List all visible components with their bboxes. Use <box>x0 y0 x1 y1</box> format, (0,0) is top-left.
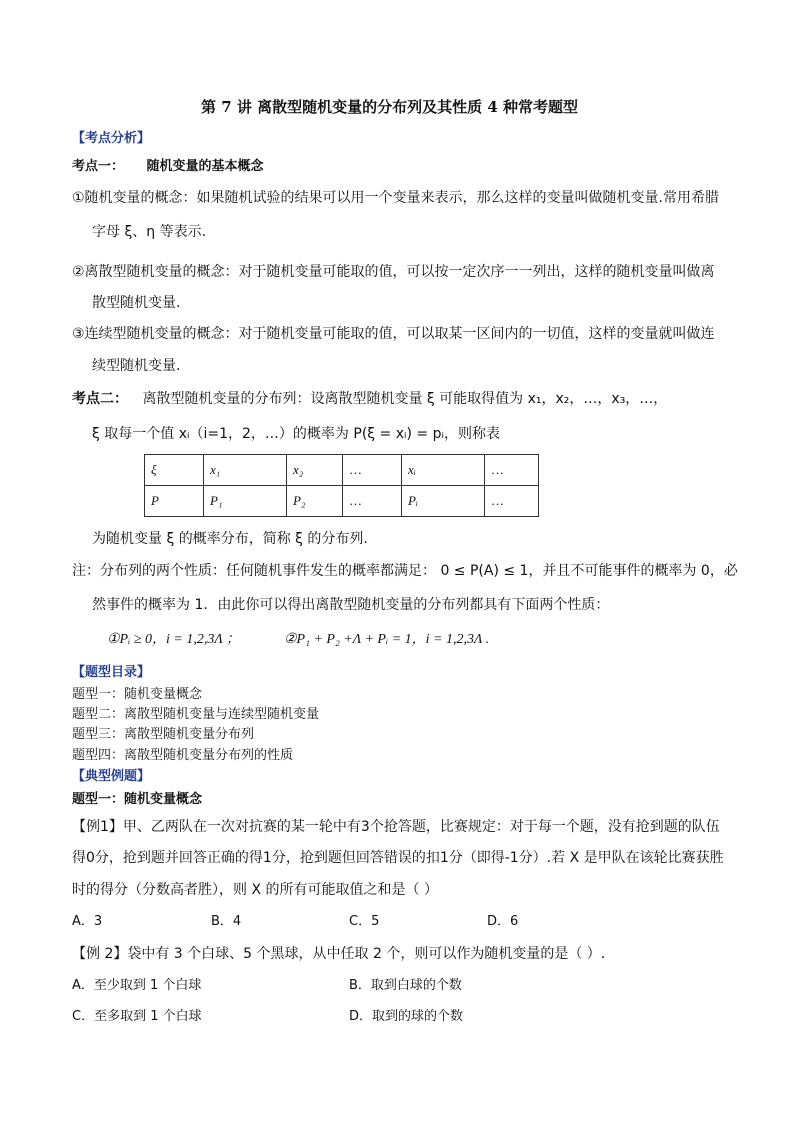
example2-line1: 【例 2】袋中有 3 个白球、5 个黑球，从中任取 2 个，则可以作为随机变量的是（ ）. <box>72 946 606 962</box>
table-cell: … <box>343 455 402 486</box>
point1-label: 考点一： <box>72 159 125 174</box>
table-cell: Pᵢ <box>402 486 485 517</box>
point1-heading <box>72 155 264 174</box>
example2-option-a: A．至少取到 1 个白球 <box>72 978 202 993</box>
point1-item1-line1: ①随机变量的概念：如果随机试验的结果可以用一个变量来表示，那么这样的变量叫做随机变量.常用希腊 <box>72 190 719 206</box>
point1-item2-line2: 散型随机变量. <box>92 295 181 311</box>
point2-label: 考点二： <box>72 391 128 407</box>
point1-item3-line2: 续型随机变量. <box>92 358 181 374</box>
table-cell: P₁ <box>204 486 287 517</box>
example1-option-a: A．3 <box>72 914 103 929</box>
toc-item: 题型二：离散型随机变量与连续型随机变量 <box>72 707 320 722</box>
example1-line2: 得0分，抢到题并回答正确的得1分，抢到题但回答错误的扣1分（即得-1分）.若 X 是甲队在该轮比赛获胜 <box>72 850 724 866</box>
point1-item1-line2: 字母 ξ、η 等表示. <box>92 224 207 240</box>
section-toc-heading: 【题型目录】 <box>72 665 151 680</box>
table-cell: x₁ <box>204 455 287 486</box>
toc-item: 题型一：随机变量概念 <box>72 687 203 702</box>
table-row <box>145 455 539 486</box>
example2-option-c: C．至多取到 1 个白球 <box>72 1009 202 1024</box>
example1-line1: 【例1】甲、乙两队在一次对抗赛的某一轮中有3个抢答题，比赛规定：对于每一个题，没有抢到题的队伍 <box>72 819 720 835</box>
point1-item3-line1: ③连续型随机变量的概念：对于随机变量可能取的值，可以取某一区间内的一切值，这样的变量就叫做连 <box>72 326 715 342</box>
page-title: 第 7 讲 离散型随机变量的分布列及其性质 4 种常考题型 <box>201 98 578 116</box>
table-cell: … <box>485 486 539 517</box>
table-row <box>145 486 539 517</box>
table-cell: … <box>343 486 402 517</box>
example1-line3: 时的得分（分数高者胜），则 X 的所有可能取值之和是（ ） <box>72 882 438 898</box>
point2-after-table: 为随机变量 ξ 的概率分布，简称 ξ 的分布列. <box>92 531 368 547</box>
toc-item: 题型三：离散型随机变量分布列 <box>72 727 255 742</box>
point1-topic: 随机变量的基本概念 <box>146 159 264 174</box>
point1-item2-line1: ②离散型随机变量的概念：对于随机变量可能取的值，可以按一定次序一一列出，这样的随机变量叫做离 <box>72 264 715 280</box>
property-2: ②P₁ + P₂ +Λ + Pᵢ = 1，i = 1,2,3Λ . <box>284 632 490 647</box>
table-cell: x₂ <box>287 455 343 486</box>
point2-line1 <box>72 388 667 408</box>
example1-option-b: B．4 <box>211 914 242 929</box>
note-line2: 然事件的概率为 1．由此你可以得出离散型随机变量的分布列都具有下面两个性质： <box>92 597 610 613</box>
table-cell: P₂ <box>287 486 343 517</box>
table-cell: xᵢ <box>402 455 485 486</box>
type1-heading: 题型一：随机变量概念 <box>72 792 203 807</box>
table-cell: ξ <box>145 455 204 486</box>
section-analysis-heading: 【考点分析】 <box>72 131 151 146</box>
example1-option-c: C．5 <box>349 914 380 929</box>
example1-option-d: D．6 <box>487 914 519 929</box>
note-line1: 注：分布列的两个性质：任何随机事件发生的概率都满足： 0 ≤ P(A) ≤ 1，并且不可能事件的概率为 0，必 <box>72 563 738 579</box>
table-cell: … <box>485 455 539 486</box>
distribution-table <box>144 454 539 517</box>
example2-option-d: D．取到的球的个数 <box>349 1009 464 1024</box>
section-examples-heading: 【典型例题】 <box>72 769 151 784</box>
toc-item: 题型四：离散型随机变量分布列的性质 <box>72 748 294 763</box>
point2-line2: ξ 取每一个值 xᵢ（i=1，2，…）的概率为 P(ξ = xᵢ) = pᵢ，则称表 <box>92 426 500 442</box>
example2-option-b: B．取到白球的个数 <box>349 978 462 993</box>
point2-text: 离散型随机变量的分布列：设离散型随机变量 ξ 可能取得值为 x₁，x₂，…，x₃，…， <box>142 391 668 407</box>
property-1: ①Pᵢ ≥ 0，i = 1,2,3Λ ； <box>107 632 241 647</box>
table-cell: P <box>145 486 204 517</box>
